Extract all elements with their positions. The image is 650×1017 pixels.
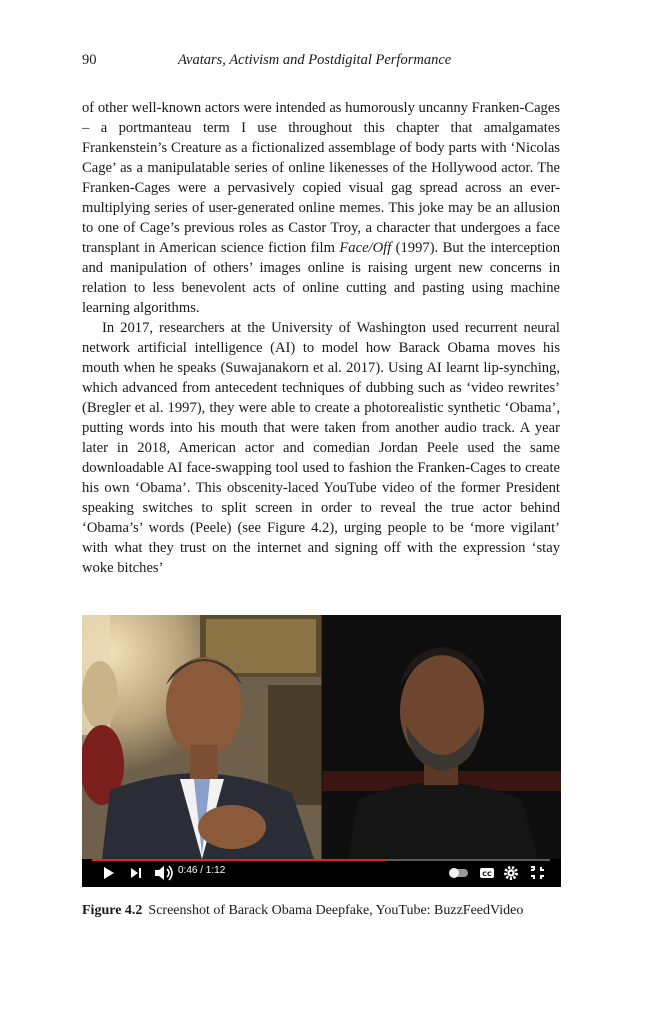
volume-icon[interactable] (155, 866, 172, 880)
paragraph-1-part-2: (1997). But the interception and manipulation of others’ images online is raising urgent new concerns in relation to less benevolent acts of online cutting and pasting using machine learning algorithms. (82, 240, 561, 316)
next-icon[interactable] (131, 868, 141, 878)
autoplay-toggle-icon[interactable] (449, 868, 468, 878)
captions-icon[interactable] (480, 868, 494, 878)
paragraph-1-part-1: of other well-known actors were intended as humorously uncanny Franken-Cages – a portmanteau term I use throughout this chapter that amalgamates Frankenstein’s Creature as a fictionalized assemblage of body parts with ‘Nicolas Cage’ as a manipulatable series of online likenesses of the Hollywood actor. The Franken-Cages were a pervasively copied visual gag spread across an ever-multiplying series of user-generated online memes. This joke may be an allusion to one of Cage’s previous roles as Castor Troy, a character that undergoes a face transplant in American science fiction film (82, 100, 560, 256)
settings-icon[interactable] (506, 868, 517, 879)
paragraph-1 (82, 98, 560, 318)
figure-caption-text: Screenshot of Barack Obama Deepfake, YouTube: BuzzFeedVideo (148, 903, 524, 918)
progress-fill (92, 859, 385, 861)
figure-video-screenshot (82, 615, 561, 887)
video-player-controls (82, 859, 561, 887)
figure-label: Figure 4.2 (82, 903, 143, 918)
running-head-title: Avatars, Activism and Postdigital Performance (178, 52, 452, 68)
play-icon[interactable] (104, 867, 114, 879)
left-speaker-image (82, 615, 322, 859)
time-readout: 0:46 / 1:12 (178, 865, 226, 876)
running-head (82, 52, 562, 72)
figure-caption (82, 903, 562, 919)
body-text (82, 98, 560, 578)
video-frame (82, 615, 561, 887)
svg-text:CC: CC (482, 870, 492, 878)
paragraph-2: In 2017, researchers at the University of Washington used recurrent neural network artificial intelligence (AI) to model how Barack Obama moves his mouth when he speaks (Suwajanakorn et al. 2017). Using AI learnt lip-synching, which advanced from antecedent techniques of dubbing such as ‘video rewrites’ (Bregler et al. 1997), they were able to create a photorealistic synthetic ‘Obama’, putting words into his mouth that were taken from another audio track. A year later in 2018, American actor and comedian Jordan Peele used the same downloadable AI face-swapping tool used to fashion the Franken-Cages to create his own ‘Obama’. This obscenity-laced YouTube video of the former President speaking switches to split screen in order to reveal the true actor behind ‘Obama’s’ words (Peele) (see Figure 4.2), urging people to be ‘more vigilant’ with what they trust on the internet and signing off with the expression ‘stay woke bitches’ (82, 320, 560, 576)
film-title: Face/Off (339, 240, 392, 256)
exit-fullscreen-icon[interactable] (531, 867, 544, 879)
right-speaker-image (322, 615, 561, 859)
page-number: 90 (82, 52, 97, 68)
